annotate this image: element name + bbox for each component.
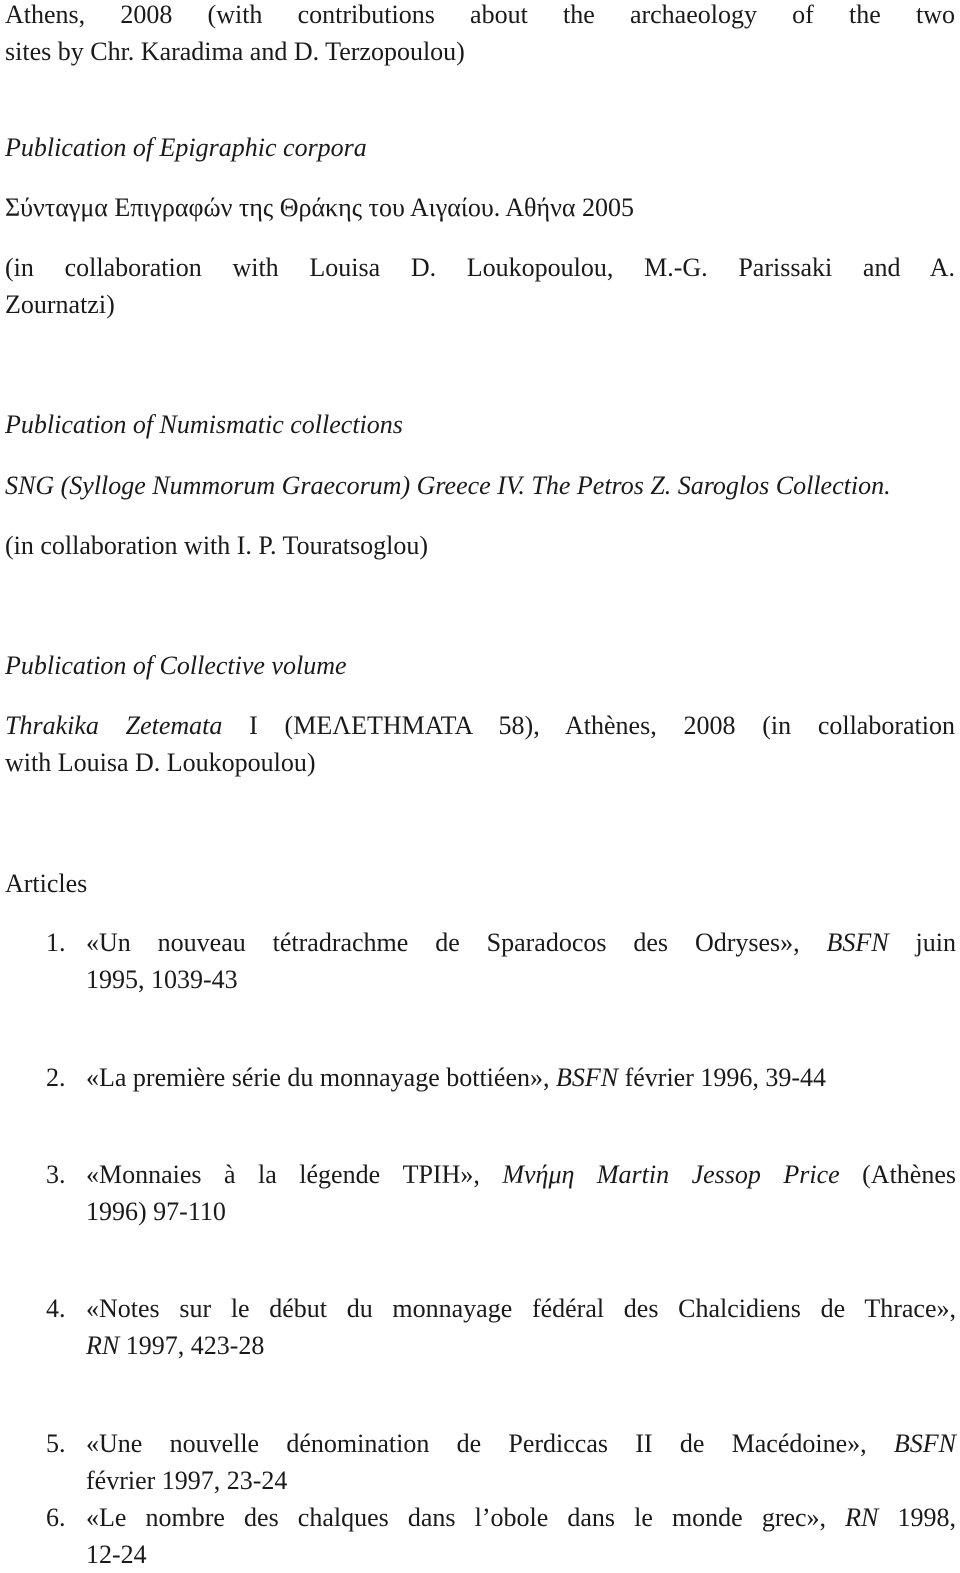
article-title: «Monnaies à la légende ΤΡΙΗ»,: [86, 1160, 503, 1189]
article-details: juin: [888, 928, 956, 957]
numismatic-heading: Publication of Numismatic collections: [5, 410, 403, 439]
article-number: 2.: [46, 1063, 66, 1092]
article-number: 3.: [46, 1160, 66, 1189]
article-line-2: 1995, 1039-43: [86, 965, 238, 994]
article-journal: Μνήμη Martin Jessop Price: [502, 1160, 840, 1189]
article-line-1: [86, 1499, 956, 1536]
numismatic-section: [5, 406, 955, 443]
article-details: 1998,: [878, 1503, 957, 1532]
article-line-1: [86, 1425, 956, 1462]
article-details: février 1996, 39-44: [618, 1063, 827, 1092]
article-body: [86, 1059, 956, 1096]
collective-section: [5, 647, 955, 684]
article-line-2: 1996) 97-110: [86, 1197, 226, 1226]
article-number: 1.: [46, 928, 66, 957]
article-line-1: «Notes sur le début du monnayage fédéral des Chalcidiens de Thrace»,: [86, 1294, 956, 1323]
article-body: [86, 1156, 956, 1230]
epigraphic-collab-line-1: (in collaboration with Louisa D. Loukopoulou, M.-G. Parissaki and A.: [5, 253, 955, 282]
article-title: «La première série du monnayage bottiéen»,: [86, 1063, 556, 1092]
article-journal: BSFN: [826, 928, 889, 957]
epigraphic-entry: [5, 189, 955, 226]
article-line-2: février 1997, 23-24: [86, 1466, 288, 1495]
article-journal: RN: [86, 1331, 120, 1360]
intro-line-1: Athens, 2008 (with contributions about the archaeology of the two: [5, 0, 955, 29]
article-journal: BSFN: [555, 1063, 619, 1092]
intro-line-2: sites by Chr. Karadima and D. Terzopoulou): [5, 37, 465, 66]
epigraphic-collab-line-2: Zournatzi): [5, 290, 115, 319]
epigraphic-section: [5, 129, 955, 166]
article-line-2: [86, 1327, 956, 1364]
article-body: [86, 924, 956, 998]
article-journal: RN: [845, 1503, 879, 1532]
collective-title-line-2: with Louisa D. Loukopoulou): [5, 748, 316, 777]
epigraphic-heading: Publication of Epigraphic corpora: [5, 133, 367, 162]
numismatic-collab: [5, 527, 955, 564]
numismatic-title: SNG (Sylloge Nummorum Graecorum) Greece IV. The Petros Z. Saroglos Collection.: [5, 471, 891, 500]
epigraphic-collab: [5, 249, 955, 323]
collective-entry: [5, 707, 955, 781]
articles-section: [5, 865, 955, 902]
numismatic-collab-text: (in collaboration with I. P. Touratsoglou): [5, 531, 429, 560]
article-line-1: [86, 924, 956, 961]
article-title: «Une nouvelle dénomination de Perdiccas II de Macédoine»,: [86, 1429, 894, 1458]
article-body: [86, 1290, 956, 1364]
collective-title-line-1: [5, 707, 955, 744]
epigraphic-title-greek: Σύνταγμα Επιγραφών της Θράκης του Αιγαίου. Αθήνα 2005: [5, 193, 634, 222]
article-body: [86, 1425, 956, 1499]
article-details: 1997, 423-28: [119, 1331, 265, 1360]
collective-title-rest: I (ΜΕΛΕΤΗΜΑΤΑ 58), Athènes, 2008 (in collaboration: [222, 711, 955, 740]
articles-heading: Articles: [5, 869, 88, 898]
article-title: «Un nouveau tétradrachme de Sparadocos des Odryses»,: [86, 928, 827, 957]
intro-paragraph: [5, 0, 955, 70]
article-details: (Athènes: [839, 1160, 957, 1189]
article-title: «Le nombre des chalques dans l’obole dans le monde grec»,: [86, 1503, 846, 1532]
article-body: [86, 1499, 956, 1573]
article-number: 4.: [46, 1294, 66, 1323]
collective-title-italic: Thrakika Zetemata: [5, 711, 223, 740]
article-journal: BSFN: [893, 1429, 956, 1458]
article-number: 6.: [46, 1503, 66, 1532]
collective-heading: Publication of Collective volume: [5, 651, 347, 680]
article-number: 5.: [46, 1429, 66, 1458]
article-line-1: [86, 1059, 956, 1096]
article-line-1: [86, 1156, 956, 1193]
numismatic-entry: [5, 467, 955, 504]
article-line-2: 12-24: [86, 1540, 147, 1569]
